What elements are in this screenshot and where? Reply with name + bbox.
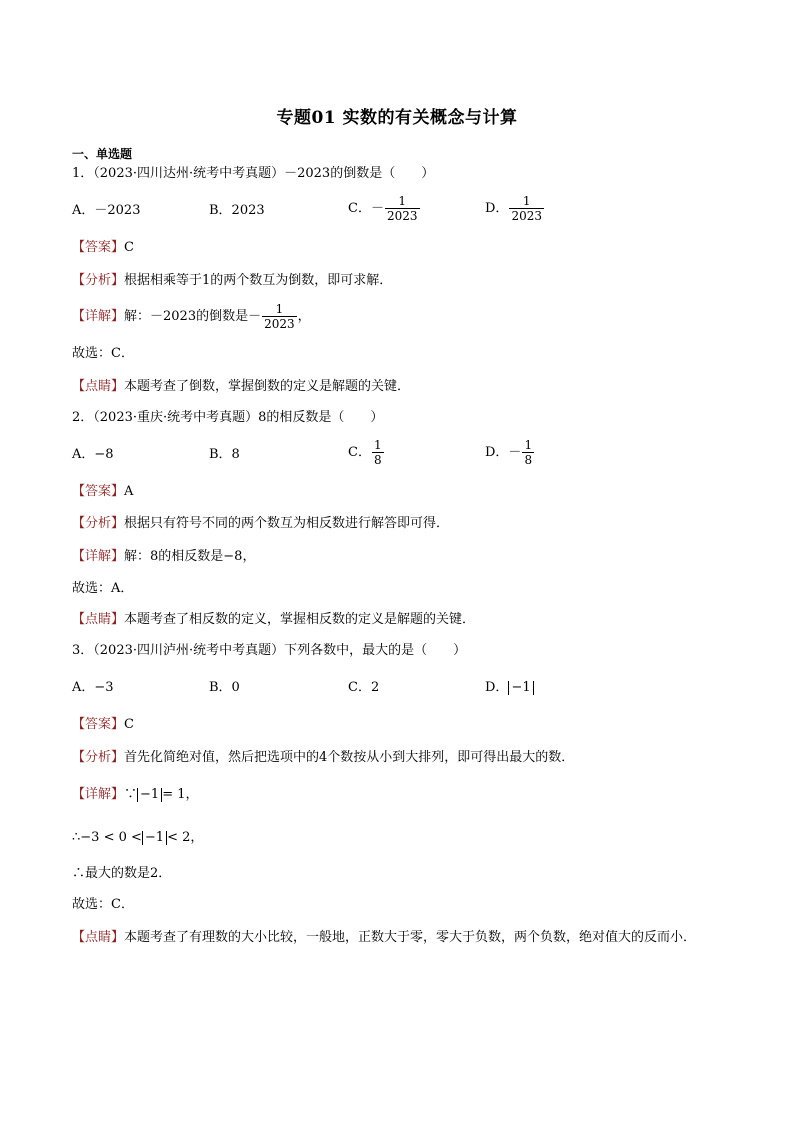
- q2-answer: 【答案】A: [72, 484, 134, 499]
- q1-detail-fraction: $\frac{1}{2023}$: [264, 302, 295, 331]
- q1-choose: 故选：C．: [72, 346, 134, 361]
- q3-detail: 【详解】∵ −1 = 1，: [72, 787, 199, 802]
- q3-stem: 3．（2023·四川泸州·统考中考真题）下列各数中，最大的是（ ）: [72, 643, 467, 658]
- q2-detail: 【详解】解：8的相反数是−8，: [72, 549, 256, 564]
- q3-detail-absolute-value: −1: [137, 788, 162, 802]
- q3-order-absolute-value: −1: [142, 831, 167, 845]
- q3-analysis: 【分析】首先化简绝对值，然后把选项中的4个数按从小到大排列，即可得出最大的数．: [72, 750, 575, 765]
- q2-option-c: C． $\frac{1}{8}$: [348, 438, 382, 467]
- q2-comment: 【点睛】本题考查了相反数的定义，掌握相反数的定义是解题的关键．: [72, 612, 476, 627]
- q3-option-a: A．−3: [72, 680, 114, 695]
- q1-c-fraction: $\frac{1}{2023}$: [386, 194, 418, 223]
- q3-option-d: D． −1: [485, 679, 534, 697]
- q2-c-fraction: $\frac{1}{8}$: [373, 438, 382, 467]
- section-heading: 一、单选题: [72, 147, 133, 161]
- q3-option-b: B．0: [209, 680, 240, 695]
- q1-option-c: C．－ $\frac{1}{2023}$: [348, 194, 418, 223]
- q2-choose: 故选：A．: [72, 581, 134, 596]
- q1-analysis: 【分析】根据相乘等于1的两个数互为倒数，即可求解．: [72, 273, 393, 288]
- q3-max: ∴最大的数是2．: [72, 866, 172, 881]
- q2-analysis: 【分析】根据只有符号不同的两个数互为相反数进行解答即可得．: [72, 516, 450, 531]
- q3-order: ∴−3 < 0 < −1 < 2，: [72, 830, 204, 845]
- q2-stem: 2．（2023·重庆·统考中考真题）8的相反数是（ ）: [72, 410, 384, 425]
- page-title: 专题01 实数的有关概念与计算: [276, 108, 518, 128]
- q1-d-fraction: $\frac{1}{2023}$: [511, 194, 542, 223]
- q1-comment: 【点睛】本题考查了倒数，掌握倒数的定义是解题的关键．: [72, 379, 411, 394]
- q1-option-a: A．－2023: [72, 203, 141, 218]
- q3-d-absolute-value: −1: [508, 681, 533, 695]
- q2-option-b: B．8: [209, 447, 240, 462]
- q2-option-d: D．－ $\frac{1}{8}$: [485, 438, 533, 467]
- q1-answer: 【答案】C: [72, 240, 134, 255]
- q2-d-fraction: $\frac{1}{8}$: [524, 438, 533, 467]
- q1-option-d: D． $\frac{1}{2023}$: [485, 194, 542, 223]
- q2-option-a: A．−8: [72, 447, 114, 462]
- q3-answer: 【答案】C: [72, 717, 134, 732]
- q3-option-c: C．2: [348, 680, 380, 695]
- q1-stem: 1．（2023·四川达州·统考中考真题）－2023的倒数是（ ）: [72, 166, 435, 181]
- q3-choose: 故选：C．: [72, 897, 134, 912]
- q3-comment: 【点睛】本题考查了有理数的大小比较，一般地，正数大于零，零大于负数，两个负数，绝对值大的反而小．: [72, 930, 697, 945]
- q1-option-b: B．2023: [209, 203, 265, 218]
- q1-detail: 【详解】解：－2023的倒数是－ $\frac{1}{2023}$ ，: [72, 302, 311, 331]
